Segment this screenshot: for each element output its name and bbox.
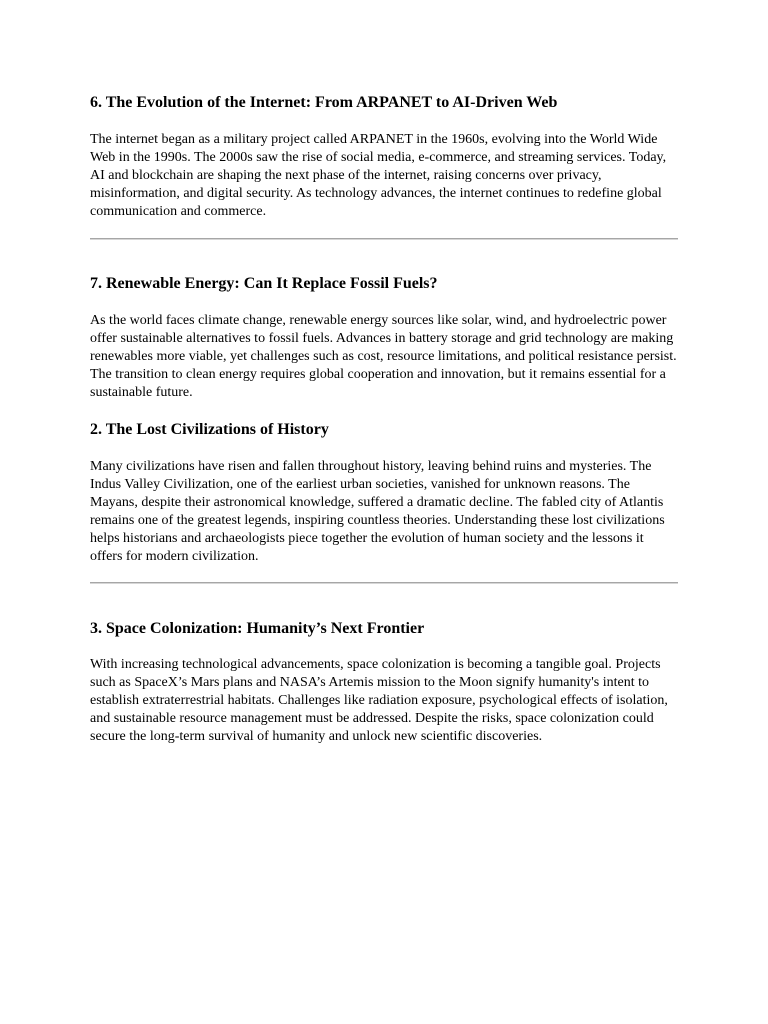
horizontal-divider xyxy=(90,238,678,240)
section-title-renewable-energy: 7. Renewable Energy: Can It Replace Fossil Fuels? xyxy=(90,275,438,292)
section-title-internet: 6. The Evolution of the Internet: From ARPANET to AI-Driven Web xyxy=(90,94,558,111)
section-title-lost-civilizations: 2. The Lost Civilizations of History xyxy=(90,421,329,438)
section-title-space-colonization: 3. Space Colonization: Humanity’s Next Frontier xyxy=(90,620,425,637)
horizontal-divider xyxy=(90,582,678,584)
section-body-renewable-energy: As the world faces climate change, renewable energy sources like solar, wind, and hydroelectric power offer sustainable alternatives to fossil fuels. Advances in battery storage and grid technology are making renewables more viable, yet challenges such as cost, resource limitations, and political resistance persist. The transition to clean energy requires global cooperation and innovation, but it remains essential for a sustainable future. xyxy=(90,313,677,400)
section-body-internet: The internet began as a military project called ARPANET in the 1960s, evolving into the World Wide Web in the 1990s. The 2000s saw the rise of social media, e-commerce, and streaming services. Today, AI and blockchain are shaping the next phase of the internet, raising concerns over privacy, misinformation, and digital security. As technology advances, the internet continues to redefine global communication and commerce. xyxy=(90,132,667,219)
section-body-space-colonization: With increasing technological advancements, space colonization is becoming a tangible goal. Projects such as SpaceX’s Mars plans and NASA’s Artemis mission to the Moon signify humanity's intent to establish extraterrestrial habitats. Challenges like radiation exposure, psychological effects of isolation, and sustainable resource management must be addressed. Despite the risks, space colonization could secure the long-term survival of humanity and unlock new scientific discoveries. xyxy=(90,657,668,744)
section-body-lost-civilizations: Many civilizations have risen and fallen throughout history, leaving behind ruins and mysteries. The Indus Valley Civilization, one of the earliest urban societies, vanished for unknown reasons. The Mayans, despite their astronomical knowledge, suffered a dramatic decline. The fabled city of Atlantis remains one of the greatest legends, inspiring countless theories. Understanding these lost civilizations helps historians and archaeologists piece together the evolution of human society and the lessons it offers for modern civilization. xyxy=(90,459,665,564)
